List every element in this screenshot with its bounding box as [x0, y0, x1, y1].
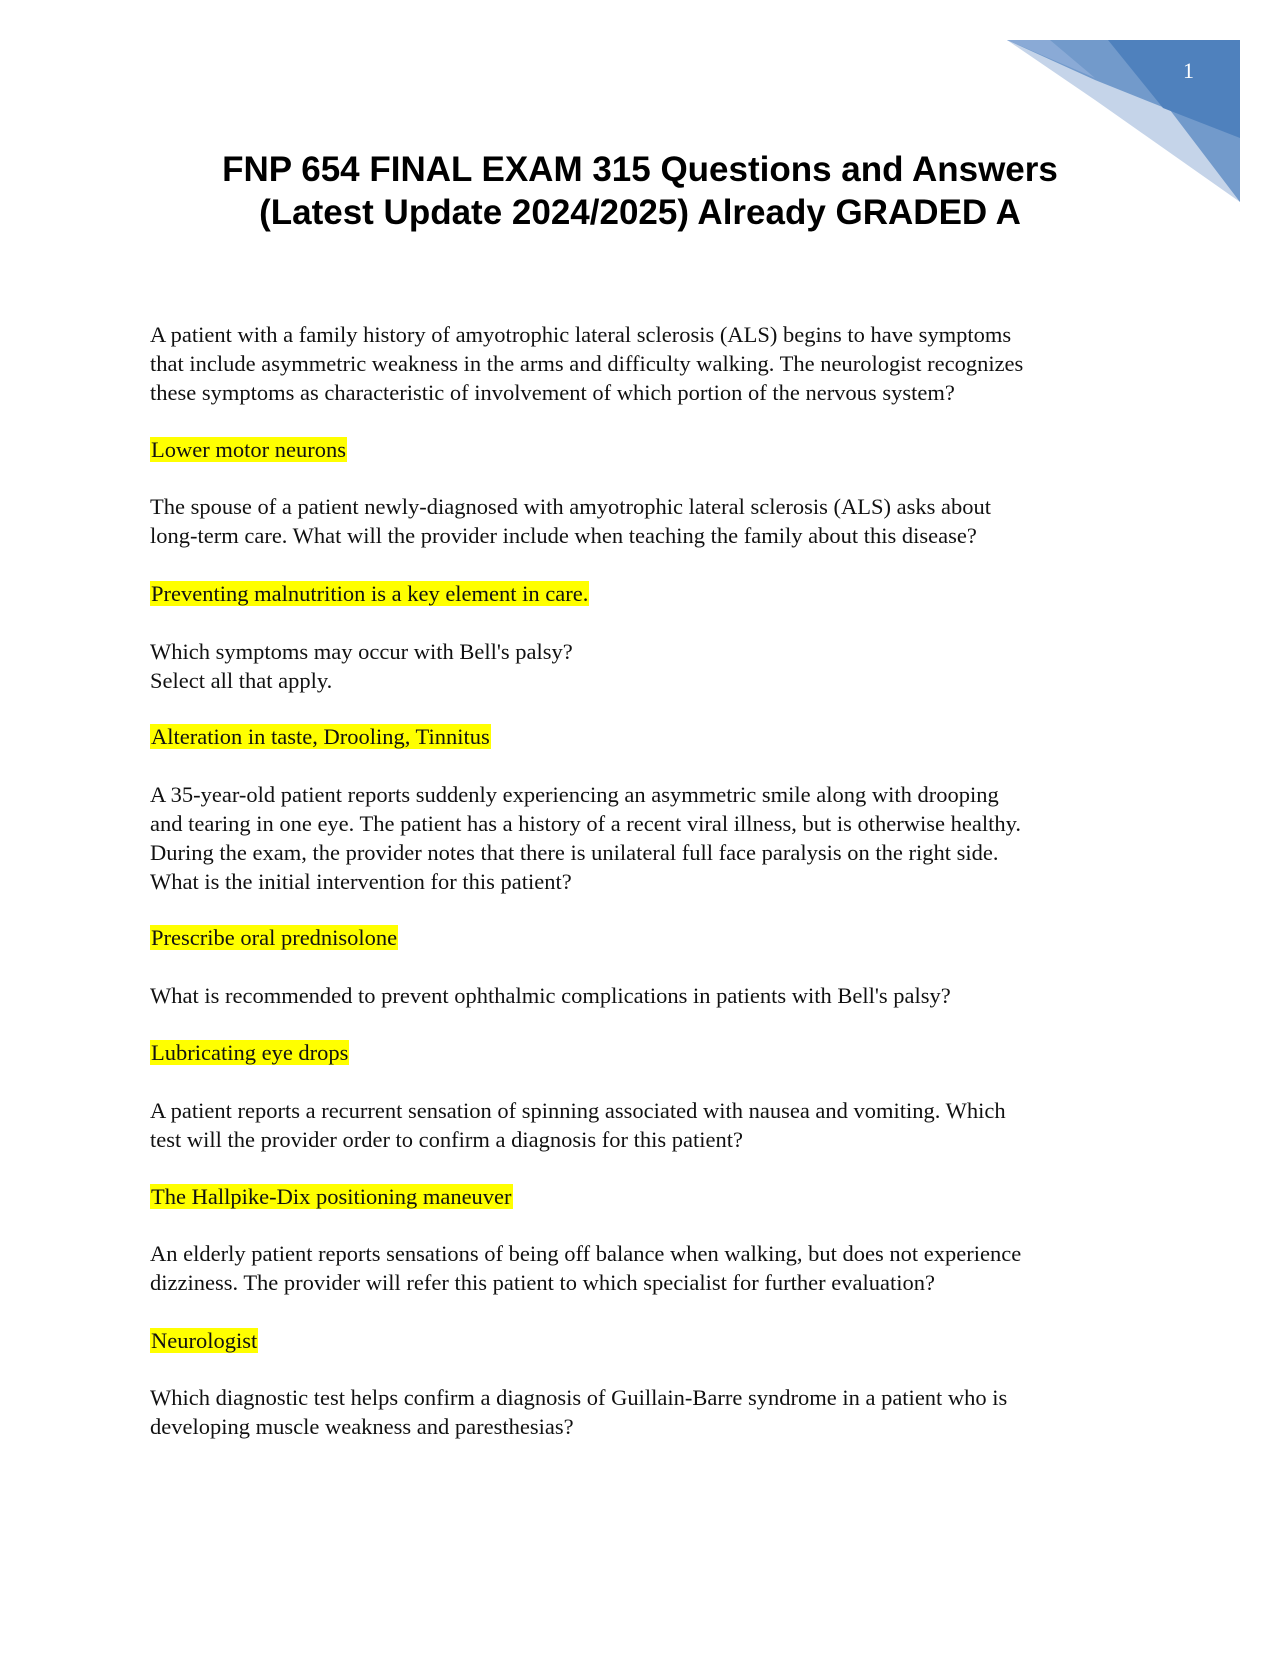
highlighted-answer: Alteration in taste, Drooling, Tinnitus: [151, 724, 490, 749]
question-line: Select all that apply.: [150, 668, 333, 693]
question-line: developing muscle weakness and paresthesias?: [150, 1414, 574, 1439]
answer-text: [150, 435, 347, 464]
highlighted-answer: Preventing malnutrition is a key element in care.: [151, 581, 589, 606]
question-text: [150, 637, 573, 695]
question-line: During the exam, the provider notes that there is unilateral full face paralysis on the right side.: [150, 840, 999, 865]
question-line: What is recommended to prevent ophthalmic complications in patients with Bell's palsy?: [150, 983, 951, 1008]
question-line: Which diagnostic test helps confirm a diagnosis of Guillain-Barre syndrome in a patient who is: [150, 1385, 1008, 1410]
title-line: (Latest Update 2024/2025) Already GRADED A: [259, 193, 1021, 232]
question-line: long-term care. What will the provider include when teaching the family about this disease?: [150, 523, 977, 548]
highlighted-answer: Neurologist: [151, 1328, 258, 1353]
question-line: What is the initial intervention for this patient?: [150, 869, 572, 894]
question-line: that include asymmetric weakness in the arms and difficulty walking. The neurologist recognizes: [150, 351, 1024, 376]
highlighted-answer: Lubricating eye drops: [151, 1040, 349, 1065]
answer-text: [150, 1326, 258, 1355]
question-line: these symptoms as characteristic of involvement of which portion of the nervous system?: [150, 380, 955, 405]
question-line: dizziness. The provider will refer this patient to which specialist for further evaluation?: [150, 1270, 935, 1295]
answer-text: [150, 923, 398, 952]
question-text: [150, 981, 951, 1010]
highlighted-answer: Prescribe oral prednisolone: [151, 925, 398, 950]
question-line: A patient with a family history of amyotrophic lateral sclerosis (ALS) begins to have symptoms: [150, 322, 1012, 347]
question-text: [150, 1096, 1006, 1154]
question-line: The spouse of a patient newly-diagnosed with amyotrophic lateral sclerosis (ALS) asks about: [150, 494, 992, 519]
question-text: [150, 1383, 1007, 1441]
answer-text: [150, 722, 491, 751]
title-line: FNP 654 FINAL EXAM 315 Questions and Answers: [222, 150, 1058, 189]
answer-text: [150, 1182, 513, 1211]
answer-text: [150, 579, 589, 608]
question-line: A 35-year-old patient reports suddenly experiencing an asymmetric smile along with drooping: [150, 782, 999, 807]
question-line: and tearing in one eye. The patient has a history of a recent viral illness, but is otherwise healthy.: [150, 811, 1021, 836]
question-text: [150, 320, 1023, 407]
document-title: [0, 148, 1280, 234]
highlighted-answer: The Hallpike-Dix positioning maneuver: [151, 1184, 512, 1209]
question-line: A patient reports a recurrent sensation of spinning associated with nausea and vomiting. Which: [150, 1098, 1006, 1123]
question-text: [150, 1239, 1021, 1297]
page-number: 1: [1183, 58, 1194, 83]
question-line: test will the provider order to confirm a diagnosis for this patient?: [150, 1127, 743, 1152]
question-line: Which symptoms may occur with Bell's palsy?: [150, 639, 573, 664]
answer-text: [150, 1038, 349, 1067]
question-text: [150, 780, 1021, 896]
question-line: An elderly patient reports sensations of being off balance when walking, but does not experience: [150, 1241, 1022, 1266]
highlighted-answer: Lower motor neurons: [151, 437, 346, 462]
question-text: [150, 492, 991, 550]
